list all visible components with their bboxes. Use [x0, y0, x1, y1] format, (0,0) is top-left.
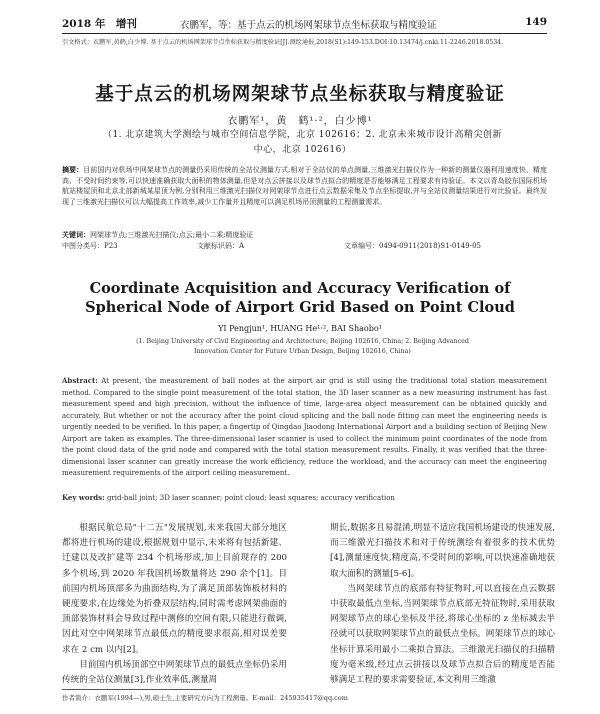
keywords-en-text: grid-ball joint; 3D laser scanner; point cloud; least squares; accuracy verification [106, 494, 395, 502]
abstract-en-label: Abstract: [62, 376, 98, 385]
year-issue: 2018 年 增刊 [62, 18, 137, 30]
keywords-en-label: Key words: [62, 493, 105, 502]
footnote-divider [62, 689, 212, 690]
author-footnote: 作者简介：衣鹏军(1994—),男,硕士生,主要研究方向为工程测量。E-mail：245935417@qq.com [62, 694, 348, 702]
document-code: 文献标识码：A [197, 242, 245, 250]
abstract-english [62, 375, 547, 480]
body-paragraph: 当网架球节点的底部有特征物时,可以直接在点云数据中获取最低点坐标,当网架球节点底部无特征物时,采用获取网架球节点的球心坐标及半径,将球心坐标的 z 坐标减去半径就可以获取网架球节点的最低点坐标。网架球节点的球心坐标计算采用最小二乘拟合算法。三维激光扫描仪的扫描精度为毫米级,经过点云拼接以及球节点拟合后的精度是否能够满足工程的要求需要验证,本文利用三维激 [330, 583, 555, 686]
title-english: Coordinate Acquisition and Accuracy Verification of Spherical Node of Airport Grid Based on Point Cloud [85, 280, 515, 316]
clc-number: 中图分类号：P23 [62, 242, 118, 250]
running-header [62, 16, 547, 34]
body-column-left [62, 521, 287, 688]
keywords-cn-label: 关键词： [62, 230, 90, 239]
keywords-cn-text: 网架球节点;三维激光扫描仪;点云;最小二乘;精度验证 [90, 231, 254, 239]
running-title: 衣鹏军，等：基于点云的机场网架球节点坐标获取与精度验证 [180, 20, 437, 31]
body-paragraph: 根据民航总局"十二五"发展规划,未来我国大部分地区都将进行机场的建设,根据规划中显示,未来将有包括新建、迁建以及改扩建等 234 个机场形成,加上目前现存的 200 多个机场,到 2020 年我国机场数量将达 290 余个[1]。目前国内机场顶部多为曲面结构,为了满足顶部装饰板材料的硬度要求,在边缘处为折叠双层结构,同时需考虑网架曲面的顶部装饰材料会导致过程中测修的空间有限,只能进行微调,因此对空中网架球节点最低点的精度要求很高,相对误差要求在 2 cm 以内[2]。 [62, 523, 287, 655]
abstract-chinese [62, 165, 547, 207]
title-chinese: 基于点云的机场网架球节点坐标获取与精度验证 [95, 84, 505, 105]
body-column-right [330, 521, 555, 688]
abstract-cn-text: 目前国内对机场中网架球节点的测量仍采用传统的全站仪测量方式,相对于全站仪的单点测量,三维激光扫描仪作为一种新的测量仪器利用速度快、精度高、不受时间约束等,可以快速准确获取大面积的物体测量,但是对点云拼接以及球节点拟合的精度是否能够满足工程要求有待验证。本文以青岛胶东国际机场航站楼屋顶和北京北部新城某屋顶为例,分别利用三维激光扫描仪对网架球节点进行点云数据采集及节点坐标提取,并与全站仪测量结果进行对比验证。最终发现了三维激光扫描仪可以大幅提高工作效率,减少工作量并且精度可以满足机场吊顶测量的工程测量需求。 [62, 166, 548, 206]
citation-format: 引文格式：衣鹏军,黄鹤,白少博. 基于点云的机场网架球节点坐标获取与精度验证[J].测绘通报,2018(S1):149-153.DOI:10.13474/j.cnki.11-2246.2018.0534. [62, 39, 504, 46]
affiliation-chinese: （1. 北京建筑大学测绘与城市空间信息学院，北京 102616；2. 北京未来城市设计高精尖创新中心，北京 102616） [102, 130, 503, 155]
page-number: 149 [525, 16, 547, 28]
abstract-cn-label: 摘要： [62, 165, 84, 174]
keywords-chinese [62, 230, 547, 240]
authors-chinese: 衣鹏军¹，黄 鹤¹·²，白少博¹ [227, 116, 373, 127]
affiliation-english: (1. Beijing University of Civil Engineering and Architecture, Beijing 102616, China; 2. Beijing Advanced Innovation Center for Future Urban Design, Beijing 102616, China) [136, 338, 469, 355]
authors-english: YI Pengjun¹, HUANG He¹·², BAI Shaobo¹ [218, 324, 382, 333]
abstract-en-text: At present, the measurement of ball nodes at the airport air grid is still using the traditional total station measurement method. Compared to the single point measurement of the total station, the 3D laser scanner as a new measuring instrument has fast measurement speed and high precision, without the influence of time, large-area object measurement can be obtained quickly and accurately. But whether or not the accuracy after the point cloud splicing and the ball node fitting can meet the engineering needs is urgently needed to be verified. In this paper, a fingertip of Qingdao Jiaodong International Airport and a building section of Beijing New Airport are taken as examples. The three-dimensional laser scanner is used to collect the minimum point coordinates of the node from the point cloud data of the grid node and compared with the total station measurement results. Finally, it was verified that the three-dimensional laser scanner can greatly increase the work efficiency, reduce the workload, and the accuracy can meet the engineering measurement requirements of the airport ceiling measurement. [62, 377, 548, 477]
article-number: 文章编号：0494-0911(2018)S1-0149-05 [344, 242, 481, 250]
body-paragraph: 期长,数据多且易混淆,明显不适应我国机场建设的快速发展,而三维激光扫描技术和对于传统测绘有着很多的技术优势[4],测量速度快,精度高,不受时间的影响,可以快速准确地获取大面积的测量[5-6]。 [330, 523, 555, 579]
keywords-english [62, 493, 547, 502]
body-paragraph: 目前国内机场顶部空中网架球节点的最低点坐标仍采用传统的全站仪测量[3],作业效率低,测量周 [62, 659, 287, 686]
